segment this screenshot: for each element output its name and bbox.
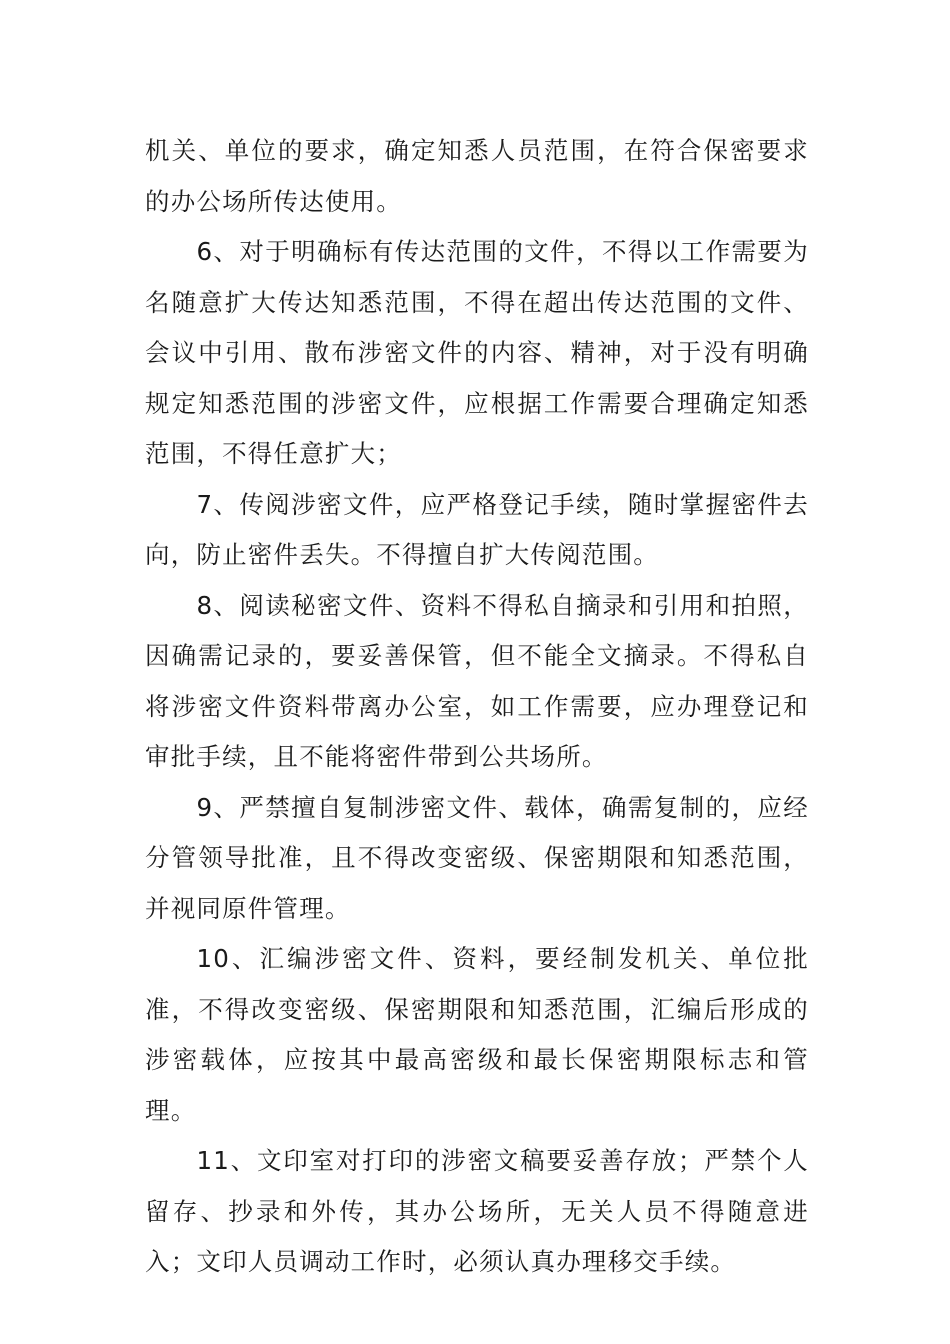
- paragraph-item-11: 11、文印室对打印的涉密文稿要妥善存放；严禁个人留存、抄录和外传，其办公场所，无关人员不得随意进入；文印人员调动工作时，必须认真办理移交手续。: [145, 1146, 809, 1276]
- paragraph-item-8: 8、阅读秘密文件、资料不得私自摘录和引用和拍照，因确需记录的，要妥善保管，但不能全文摘录。不得私自将涉密文件资料带离办公室，如工作需要，应办理登记和审批手续，且不能将密件带到公共场所。: [145, 590, 809, 771]
- document-body: [145, 126, 809, 1288]
- paragraph-item-6: 6、对于明确标有传达范围的文件，不得以工作需要为名随意扩大传达知悉范围，不得在超出传达范围的文件、会议中引用、散布涉密文件的内容、精神，对于没有明确规定知悉范围的涉密文件，应根据工作需要合理确定知悉范围，不得任意扩大；: [145, 237, 809, 468]
- paragraph-item-9: 9、严禁擅自复制涉密文件、载体，确需复制的，应经分管领导批准，且不得改变密级、保密期限和知悉范围，并视同原件管理。: [145, 792, 809, 923]
- paragraph-continuation: 机关、单位的要求，确定知悉人员范围，在符合保密要求的办公场所传达使用。: [145, 136, 809, 216]
- paragraph-item-10: 10、汇编涉密文件、资料，要经制发机关、单位批准，不得改变密级、保密期限和知悉范围，汇编后形成的涉密载体，应按其中最高密级和最长保密期限标志和管理。: [145, 944, 809, 1125]
- paragraph-item-7: 7、传阅涉密文件，应严格登记手续，随时掌握密件去向，防止密件丢失。不得擅自扩大传阅范围。: [145, 489, 809, 569]
